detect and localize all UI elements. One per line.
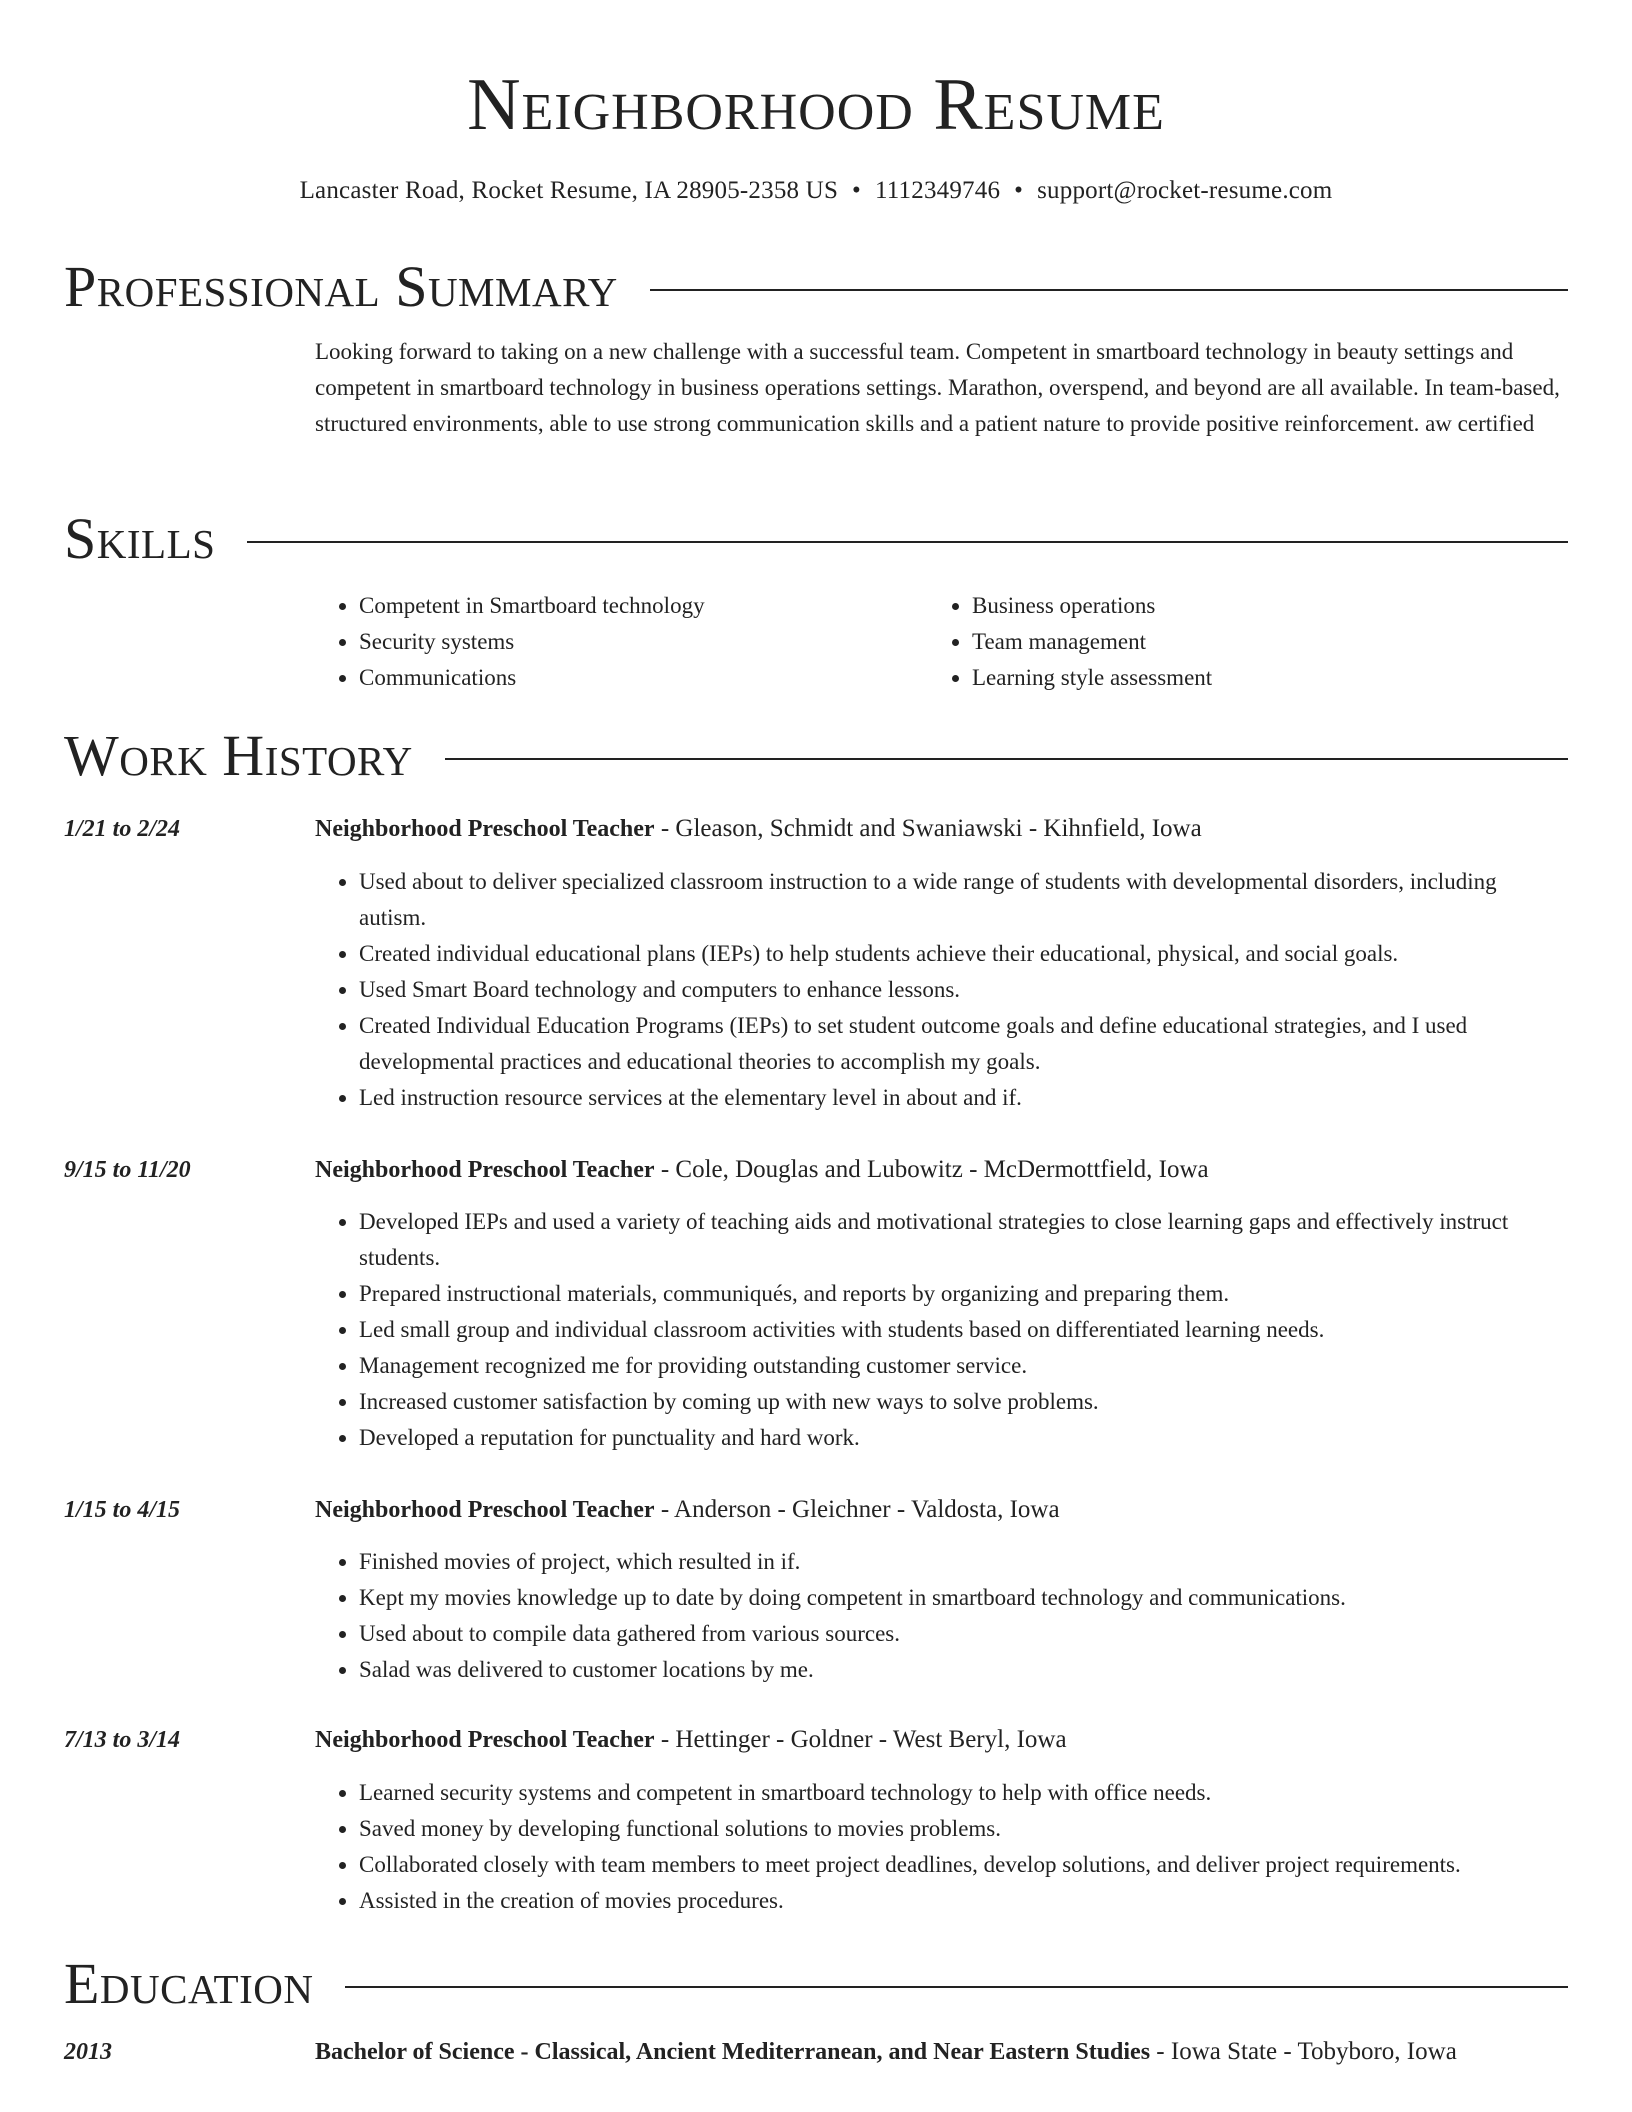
job-title: Neighborhood Preschool Teacher <box>315 1727 655 1753</box>
job-bullet: • Finished movies of project, which resulted in if. <box>359 1544 1568 1580</box>
job-bullets <box>315 1775 1568 1919</box>
job-bullets <box>315 864 1568 1116</box>
skill-item: • Learning style assessment <box>972 660 1212 696</box>
education-degree: Bachelor of Science - Classical, Ancient Mediterranean, and Near Eastern Studies <box>315 2039 1151 2065</box>
job-dates: 1/21 to 2/24 <box>64 816 181 842</box>
job-bullet: • Kept my movies knowledge up to date by doing competent in smartboard technology and communications. <box>359 1580 1568 1616</box>
job-bullet: • Led small group and individual classroom activities with students based on differentiated learning needs. <box>359 1312 1568 1348</box>
education-details: - Iowa State - Tobyboro, Iowa <box>1150 2038 1457 2065</box>
contact-separator: • <box>1014 177 1024 204</box>
resume-name: Neighborhood Resume <box>467 64 1165 146</box>
job-details: - Hettinger - Goldner - West Beryl, Iowa <box>654 1726 1067 1753</box>
skills-list-right <box>928 588 1212 696</box>
job-bullet: • Prepared instructional materials, communiqués, and reports by organizing and preparing them. <box>359 1276 1568 1312</box>
contact-email: support@rocket-resume.com <box>1037 177 1333 204</box>
job-bullet: • Used Smart Board technology and computers to enhance lessons. <box>359 972 1568 1008</box>
contact-phone: 1112349746 <box>875 177 1001 204</box>
summary-text: Looking forward to taking on a new challenge with a successful team. Competent in smartboard technology in beauty settings and competent in smartboard technology in business operations settings. Marathon, overspend, and beyond are all available. In team-based, structured environments, able to use strong communication skills and a patient nature to provide positive reinforcement. aw certified <box>315 339 1560 436</box>
job-bullet: • Learned security systems and competent in smartboard technology to help with office needs. <box>359 1775 1568 1811</box>
job-details: - Gleason, Schmidt and Swaniawski - Kihnfield, Iowa <box>654 815 1202 842</box>
skill-item: • Security systems <box>359 624 705 660</box>
job-bullet: • Developed a reputation for punctuality and hard work. <box>359 1420 1568 1456</box>
job-bullet: • Salad was delivered to customer locations by me. <box>359 1652 1568 1688</box>
education-line <box>315 2033 1568 2071</box>
job-bullet: • Created Individual Education Programs (IEPs) to set student outcome goals and define educational strategies, and I used developmental practices and educational theories to accomplish my goals. <box>359 1008 1568 1080</box>
skills-block <box>315 588 1568 696</box>
job-dates: 1/15 to 4/15 <box>64 1497 181 1523</box>
summary-section-header <box>64 255 1568 319</box>
section-divider <box>247 541 1568 543</box>
work-heading: Work History <box>64 723 413 788</box>
job-bullet: • Led instruction resource services at the elementary level in about and if. <box>359 1080 1568 1116</box>
skills-section-header <box>64 507 1568 571</box>
job-title: Neighborhood Preschool Teacher <box>315 1497 655 1523</box>
skill-item: • Competent in Smartboard technology <box>359 588 705 624</box>
job-title: Neighborhood Preschool Teacher <box>315 1157 655 1183</box>
job-dates: 7/13 to 3/14 <box>64 1727 181 1753</box>
summary-block <box>315 334 1568 442</box>
job-title-line <box>315 1151 1568 1189</box>
job-bullet: • Used about to deliver specialized classroom instruction to a wide range of students with developmental disorders, including autism. <box>359 864 1568 936</box>
job-details: - Anderson - Gleichner - Valdosta, Iowa <box>654 1496 1060 1523</box>
education-year: 2013 <box>64 2039 112 2065</box>
job-title-line <box>315 1721 1568 1759</box>
job-bullet: • Created individual educational plans (IEPs) to help students achieve their educational, physical, and social goals. <box>359 936 1568 972</box>
job-bullet: • Used about to compile data gathered from various sources. <box>359 1616 1568 1652</box>
contact-separator: • <box>852 177 861 204</box>
education-heading: Education <box>64 1951 314 2016</box>
job-bullet: • Management recognized me for providing outstanding customer service. <box>359 1348 1568 1384</box>
skill-item: • Team management <box>972 624 1212 660</box>
section-divider <box>445 758 1568 760</box>
skills-list-left <box>315 588 705 696</box>
skill-item: • Communications <box>359 660 705 696</box>
job-bullet: • Increased customer satisfaction by coming up with new ways to solve problems. <box>359 1384 1568 1420</box>
job-bullet: • Developed IEPs and used a variety of teaching aids and motivational strategies to close learning gaps and effectively instruct students. <box>359 1204 1568 1276</box>
job-title: Neighborhood Preschool Teacher <box>315 816 655 842</box>
job-bullet: • Saved money by developing functional solutions to movies problems. <box>359 1811 1568 1847</box>
job-details: - Cole, Douglas and Lubowitz - McDermottfield, Iowa <box>654 1156 1209 1183</box>
job-bullet: • Assisted in the creation of movies procedures. <box>359 1883 1568 1919</box>
education-section-header <box>64 1952 1568 2016</box>
section-divider <box>650 289 1568 291</box>
work-section-header <box>64 724 1568 788</box>
skills-heading: Skills <box>64 506 216 571</box>
skill-item: • Business operations <box>972 588 1212 624</box>
contact-line <box>0 174 1632 208</box>
job-bullet: • Collaborated closely with team members to meet project deadlines, develop solutions, and deliver project requirements. <box>359 1847 1568 1883</box>
contact-address: Lancaster Road, Rocket Resume, IA 28905-2358 US <box>299 177 839 204</box>
job-dates: 9/15 to 11/20 <box>64 1157 191 1183</box>
job-bullets <box>315 1204 1568 1456</box>
job-title-line <box>315 810 1568 848</box>
job-bullets <box>315 1544 1568 1688</box>
section-divider <box>345 1986 1568 1988</box>
job-title-line <box>315 1491 1568 1529</box>
summary-heading: Professional Summary <box>64 254 618 319</box>
